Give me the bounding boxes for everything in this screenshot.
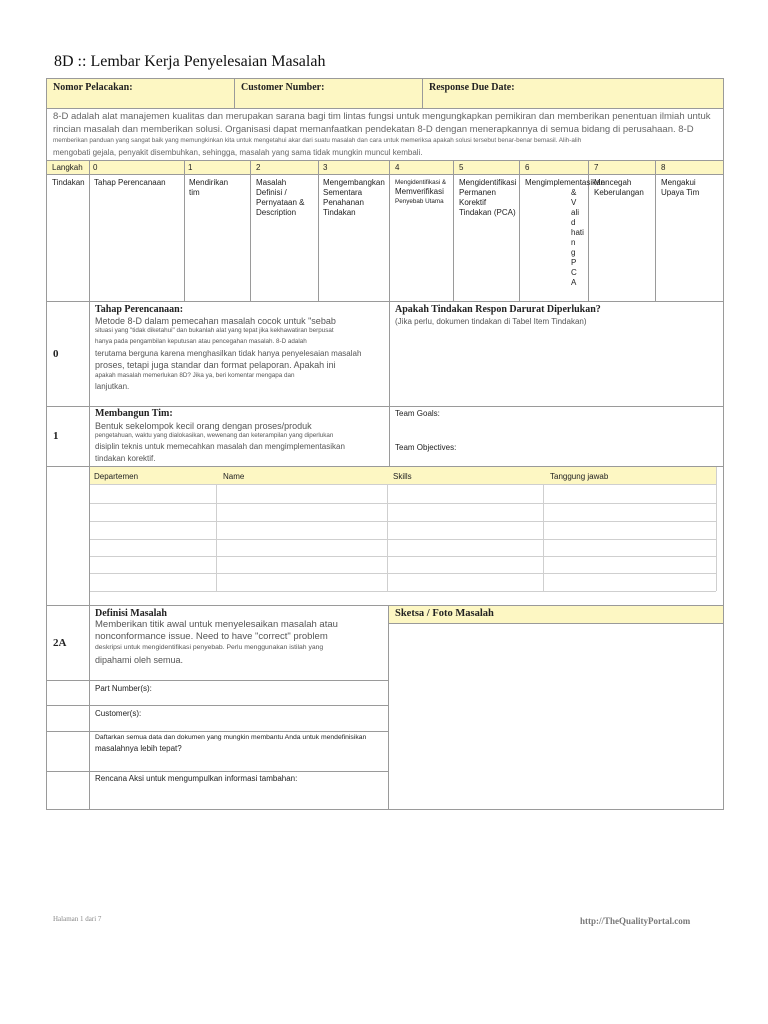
step-6-char: hati (571, 228, 584, 237)
description-line: hanya pada pengambilan keputusan atau pencegahan masalah. 8-D adalah (95, 338, 307, 345)
step-6-char: ali (571, 208, 580, 217)
prompt-line: Daftarkan semua data dan dokumen yang mungkin membantu Anda untuk mendefinisikan (95, 734, 367, 741)
step-6-char: P (571, 258, 577, 267)
step-5-line: Permanen (459, 188, 496, 197)
section-0-number: 0 (53, 348, 59, 360)
step-3-name (323, 178, 385, 218)
part-number-field[interactable] (170, 682, 385, 703)
table-row[interactable] (91, 485, 715, 502)
step-6-char: n (571, 238, 576, 247)
customers-label: Customer(s): (95, 709, 142, 718)
tracking-number-label: Nomor Pelacakan: (53, 82, 133, 93)
step-number-8: 8 (661, 163, 666, 172)
section-0-description[interactable] (95, 316, 395, 393)
step-5-line: Mengidentifikasi (459, 178, 517, 187)
step-5-line: Korektif (459, 198, 487, 207)
step-6-char: d (571, 218, 576, 227)
step-8-line: Mengakui (661, 178, 696, 187)
step-number-7: 7 (594, 163, 599, 172)
table-row[interactable] (91, 574, 715, 590)
step-6-char: V (571, 198, 577, 207)
section-2a-number: 2A (53, 637, 67, 649)
step-6-char: A (571, 278, 577, 287)
customer-number-field[interactable] (234, 78, 423, 109)
step-1-line: tim (189, 188, 200, 197)
step-2-line: Pernyataan & (256, 198, 305, 207)
team-objectives-field[interactable] (470, 440, 720, 464)
step-3-line: Mengembangkan (323, 178, 385, 187)
intro-line-3: memberikan panduan yang sangat baik yang memungkinkan kita untuk mengetahui akar dari suatu masalah dan cara untuk memeriksa apakah solusi tersebut benar-benar bemasil. Alih-alih (53, 137, 582, 144)
step-2-line: Description (256, 208, 297, 217)
steps-number-row (47, 161, 723, 174)
step-1-name (189, 178, 228, 198)
description-line: proses, tetapi juga standar dan format pelaporan. Apakah ini (95, 360, 336, 370)
description-line: Memberikan titik awal untuk menyelesaikan masalah atau (95, 619, 338, 630)
intro-line-4: mengobati gejala, penyakit disembuhkan, sehingga, masalah yang sama tidak mungkin muncul kembali. (53, 148, 423, 157)
description-line: disiplin teknis untuk memecahkan masalah dan mengimplementasikan (95, 442, 345, 451)
step-number-4: 4 (395, 163, 400, 172)
action-plan-field[interactable] (92, 786, 385, 808)
step-1-line: Mendirikan (189, 178, 229, 187)
step-2-name (256, 178, 304, 218)
step-7-line: Mencegah (594, 178, 632, 187)
section-1-description[interactable] (95, 421, 395, 465)
emergency-action-heading: Apakah Tindakan Respon Darurat Diperlukan? (395, 304, 601, 315)
step-4-line: Memverifikasi (395, 187, 444, 196)
section-2a-heading: Definisi Masalah (95, 608, 167, 619)
step-5-name (459, 178, 516, 218)
description-line: situasi yang "tidak diketahui" dan bukanlah alat yang tepat jika kekhawatiran berpusat (95, 327, 334, 334)
emergency-action-note: (Jika perlu, dokumen tindakan di Tabel Item Tindakan) (395, 317, 587, 326)
step-8-line: Upaya Tim (661, 188, 700, 197)
step-number-5: 5 (459, 163, 464, 172)
tracking-number-field[interactable] (46, 78, 235, 109)
step-4-name (395, 178, 446, 206)
section-1-number: 1 (53, 430, 59, 442)
sketch-heading: Sketsa / Foto Masalah (395, 608, 494, 619)
step-7-line: Keberulangan (594, 188, 644, 197)
response-due-date-label: Response Due Date: (429, 82, 515, 93)
step-2-line: Masalah (256, 178, 287, 187)
team-goals-field[interactable] (460, 408, 720, 434)
description-line: lanjutkan. (95, 382, 130, 391)
team-col-skills: Skills (393, 472, 412, 481)
steps-row-label: Langkah (52, 163, 83, 172)
step-0-name: Tahap Perencanaan (94, 178, 166, 187)
intro-line-1: 8-D adalah alat manajemen kualitas dan merupakan sarana bagi tim lintas fungsi untuk mengungkapkan pemikiran dan memberikan penentuan ilmiah untuk (53, 111, 711, 122)
steps-action-label: Tindakan (52, 178, 85, 187)
table-row[interactable] (91, 522, 715, 538)
part-number-label: Part Number(s): (95, 684, 152, 693)
customers-field[interactable] (160, 707, 385, 729)
step-6-vertical-text (571, 188, 584, 288)
step-6-name: Mengimplementasikan (525, 178, 606, 187)
team-goals-label: Team Goals: (395, 409, 440, 418)
description-line: dipahami oleh semua. (95, 655, 184, 665)
section-1-heading: Membangun Tim: (95, 408, 173, 419)
emergency-action-field[interactable] (392, 330, 720, 404)
intro-line-2: rincian masalah dan memberikan solusi. Organisasi dapat memanfaatkan pendekatan 8-D dengan menerapkannya di semua bidang di perusahaan. 8-D (53, 124, 694, 135)
step-3-line: Sementara (323, 188, 363, 197)
description-line: nonconformance issue. Need to have "correct" problem (95, 631, 328, 642)
step-6-char: g (571, 248, 576, 257)
step-7-name (594, 178, 644, 198)
step-2-line: Definisi / (256, 188, 287, 197)
team-col-name: Name (223, 472, 245, 481)
team-objectives-label: Team Objectives: (395, 443, 457, 452)
team-col-responsibility: Tanggung jawab (550, 472, 609, 481)
page-title: 8D :: Lembar Kerja Penyelesaian Masalah (54, 53, 326, 70)
description-line: terutama berguna karena menghasilkan tidak hanya penyelesaian masalah (95, 349, 362, 358)
description-line: Metode 8-D dalam pemecahan masalah cocok untuk "sebab (95, 316, 336, 326)
team-col-departemen: Departemen (94, 472, 139, 481)
step-4-line: Penyebab Utama (395, 198, 444, 205)
description-line: Bentuk sekelompok kecil orang dengan proses/produk (95, 421, 312, 431)
customer-number-label: Customer Number: (241, 82, 325, 93)
step-number-2: 2 (256, 163, 261, 172)
step-6-char: C (571, 268, 577, 277)
description-line: pengetahuan, waktu yang dialokasikan, wewenang dan keterampilan yang diperlukan (95, 432, 334, 439)
description-line: tindakan korektif. (95, 454, 156, 463)
sketch-photo-area[interactable] (390, 625, 722, 808)
action-plan-label: Rencana Aksi untuk mengumpulkan informasi tambahan: (95, 774, 298, 783)
response-due-date-field[interactable] (422, 78, 724, 109)
section-0-heading: Tahap Perencanaan: (95, 304, 184, 315)
table-row[interactable] (91, 540, 715, 555)
step-number-0: 0 (93, 163, 98, 172)
table-row[interactable] (91, 504, 715, 520)
prompt-line: masalahnya lebih tepat? (95, 744, 182, 753)
step-4-line: Mengidentifikasi & (395, 179, 447, 186)
step-3-line: Tindakan (323, 208, 356, 217)
step-number-3: 3 (323, 163, 328, 172)
step-3-line: Penahanan (323, 198, 364, 207)
description-line: apakah masalah memerlukan 8D? Jika ya, beri komentar mengapa dan (95, 372, 295, 379)
description-line: deskripsi untuk mengidentifikasi penyebab. Perlu menggunakan istilah yang (95, 644, 324, 651)
section-2a-description[interactable] (95, 619, 385, 667)
step-6-char: & (571, 188, 577, 197)
step-number-6: 6 (525, 163, 530, 172)
table-row[interactable] (91, 557, 715, 572)
step-8-name (661, 178, 699, 198)
footer-url[interactable]: http://TheQualityPortal.com (580, 916, 691, 926)
data-documents-prompt[interactable] (95, 733, 385, 754)
page-number: Halaman 1 dari 7 (53, 915, 102, 923)
step-5-line: Tindakan (PCA) (459, 208, 516, 217)
step-number-1: 1 (188, 163, 193, 172)
